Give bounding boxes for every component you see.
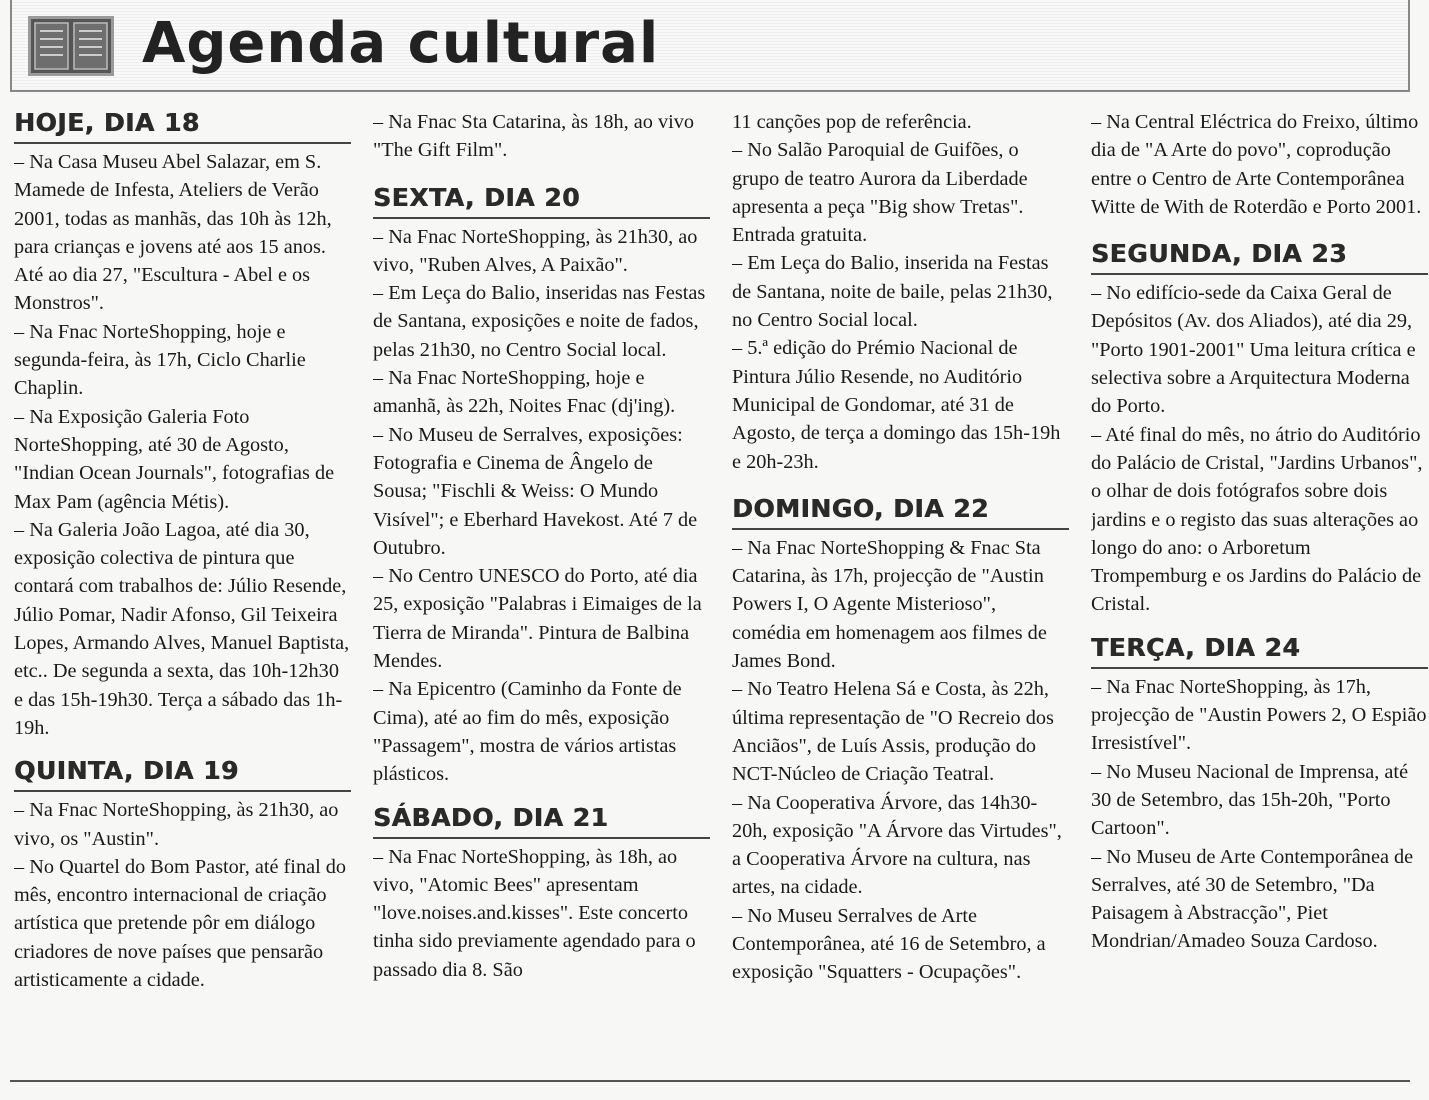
day-section: [14, 756, 351, 994]
agenda-entry: – Na Epicentro (Caminho da Fonte de Cima), até ao fim do mês, exposição "Passagem", mostra de vários artistas plásticos.: [373, 678, 682, 786]
agenda-entry: – Até final do mês, no átrio do Auditório do Palácio de Cristal, "Jardins Urbanos", o olhar de dois fotógrafos sobre dois jardins e o registo das suas alterações ao longo do ano: o Arboretum Trompemburg e os Jardins do Palácio de Cristal.: [1091, 423, 1423, 616]
day-section: [1091, 239, 1428, 619]
page-title: Agenda cultural: [142, 11, 660, 76]
column-2: [373, 108, 710, 1083]
day-heading: QUINTA, DIA 19: [14, 756, 351, 792]
day-section: [373, 803, 710, 984]
day-heading: HOJE, DIA 18: [14, 108, 351, 144]
agenda-entry: – Em Leça do Balio, inserida na Festas de Santana, noite de baile, pelas 21h30, no Centro Social local.: [732, 252, 1053, 332]
agenda-entry: 11 canções pop de referência.: [732, 111, 972, 133]
day-section: [732, 494, 1069, 987]
masthead: [10, 0, 1410, 92]
agenda-entry: – Na Cooperativa Árvore, das 14h30-20h, exposição "A Árvore das Virtudes", a Cooperativa Árvore na cultura, nas artes, na cidade.: [732, 791, 1062, 899]
agenda-entry: – No Salão Paroquial de Guifões, o grupo de teatro Aurora da Liberdade apresenta a peça "Big show Tretas". Entrada gratuita.: [732, 139, 1028, 247]
continued-text: [1091, 108, 1428, 221]
agenda-entry: – Na Galeria João Lagoa, até dia 30, exposição colectiva de pintura que contará com trabalhos de: Júlio Resende, Júlio Pomar, Nadir Afonso, Gil Teixeira Lopes, Armando Alves, Manuel Baptista, etc.. De segunda a sexta, das 10h-12h30 e das 15h-19h30. Terça a sábado das 1h-19h.: [14, 518, 350, 739]
agenda-entry: – No Museu de Serralves, exposições: Fotografia e Cinema de Ângelo de Sousa; "Fischli & Weiss: O Mundo Visível"; e Eberhard Havekost. Até 7 de Outubro.: [373, 423, 698, 559]
agenda-entry: – Em Leça do Balio, inseridas nas Festas de Santana, exposições e noite de fados, pelas 21h30, no Centro Social local.: [373, 282, 706, 361]
agenda-entry: – No Centro UNESCO do Porto, até dia 25, exposição "Palabras i Eimaiges de la Tierra de Miranda". Pintura de Balbina Mendes.: [373, 565, 702, 673]
agenda-entry: – No edifício-sede da Caixa Geral de Depósitos (Av. dos Aliados), até dia 29, "Porto 1901-2001" Uma leitura crítica e selectiva sobre a Arquitectura Moderna do Porto.: [1091, 282, 1416, 418]
agenda-entry: – Na Fnac NorteShopping & Fnac Sta Catarina, às 17h, projecção de "Austin Powers I, O Agente Misterioso", comédia em homenagem aos filmes de James Bond.: [732, 536, 1047, 673]
column-1: [14, 108, 351, 1083]
bottom-rule: [10, 1080, 1410, 1082]
agenda-entry: – No Museu de Arte Contemporânea de Serralves, até 30 de Setembro, "Da Paisagem à Abstracção", Piet Mondrian/Amadeo Souza Cardoso.: [1091, 845, 1414, 953]
agenda-entry: – Na Fnac NorteShopping, hoje e segunda-feira, às 17h, Ciclo Charlie Chaplin.: [14, 320, 306, 400]
day-heading: SEGUNDA, DIA 23: [1091, 239, 1428, 275]
day-section: [1091, 633, 1428, 956]
column-3: [732, 108, 1069, 1083]
day-heading: DOMINGO, DIA 22: [732, 494, 1069, 530]
agenda-entry: – Na Fnac NorteShopping, às 18h, ao vivo, "Atomic Bees" apresentam "love.noises.and.kisses". Este concerto tinha sido previamente agendado para o passado dia 8. São: [373, 845, 696, 981]
continued-text: [373, 108, 710, 165]
newspaper-icon: [28, 16, 114, 76]
day-section: [14, 108, 351, 742]
agenda-entry: – Na Fnac NorteShopping, às 21h30, ao vivo, "Ruben Alves, A Paixão".: [373, 225, 698, 276]
day-heading: SEXTA, DIA 20: [373, 183, 710, 219]
day-heading: SÁBADO, DIA 21: [373, 803, 710, 839]
agenda-entry: – Na Casa Museu Abel Salazar, em S. Mamede de Infesta, Ateliers de Verão 2001, todas as manhãs, das 10h às 12h, para crianças e jovens até aos 15 anos. Até ao dia 27, "Escultura - Abel e os Monstros".: [14, 151, 332, 315]
agenda-entry: – No Museu Serralves de Arte Contemporânea, até 16 de Setembro, a exposição "Squatters - Ocupações".: [732, 904, 1046, 984]
continued-text: [732, 108, 1069, 476]
agenda-entry: – Na Fnac NorteShopping, hoje e amanhã, às 22h, Noites Fnac (dj'ing).: [373, 367, 676, 418]
agenda-entry: – 5.ª edição do Prémio Nacional de Pintura Júlio Resende, no Auditório Municipal de Gondomar, até 31 de Agosto, de terça a domingo das 15h-19h e 20h-23h.: [732, 337, 1061, 473]
agenda-entry: – Na Fnac NorteShopping, às 21h30, ao vivo, os "Austin".: [14, 799, 339, 850]
day-section: [373, 183, 710, 789]
agenda-entry: – Na Exposição Galeria Foto NorteShopping, até 30 de Agosto, "Indian Ocean Journals", fotografias de Max Pam (agência Métis).: [14, 405, 335, 513]
agenda-entry: – Na Fnac NorteShopping, às 17h, projecção de "Austin Powers 2, O Espião Irresistível".: [1091, 675, 1427, 755]
day-heading: TERÇA, DIA 24: [1091, 633, 1428, 669]
agenda-entry: – Na Fnac Sta Catarina, às 18h, ao vivo "The Gift Film".: [373, 111, 695, 162]
column-4: [1091, 108, 1428, 1083]
agenda-columns: [14, 108, 1427, 1083]
agenda-entry: – No Teatro Helena Sá e Costa, às 22h, última representação de "O Recreio dos Anciãos", de Luís Assis, produção do NCT-Núcleo de Criação Teatral.: [732, 678, 1054, 786]
agenda-entry: – No Museu Nacional de Imprensa, até 30 de Setembro, das 15h-20h, "Porto Cartoon".: [1091, 760, 1409, 840]
agenda-entry: – No Quartel do Bom Pastor, até final do mês, encontro internacional de criação artística que pretende pôr em diálogo criadores de nove países que pensarão artisticamente a cidade.: [14, 855, 347, 992]
agenda-entry: – Na Central Eléctrica do Freixo, último dia de "A Arte do povo", coprodução entre o Centro de Arte Contemporânea Witte de With de Roterdão e Porto 2001.: [1091, 111, 1422, 218]
